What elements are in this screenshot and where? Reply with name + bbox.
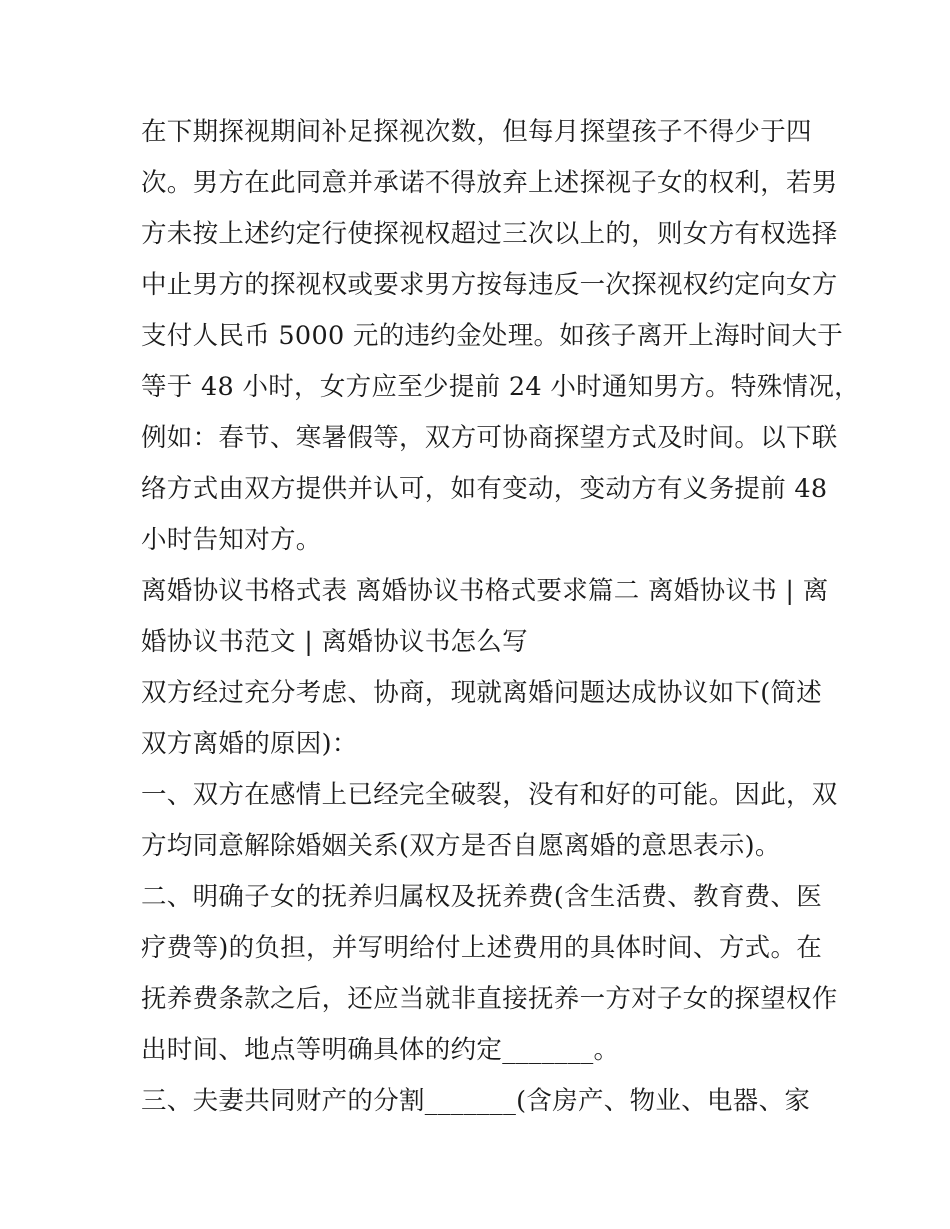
document-body: [141, 107, 860, 1127]
text-line: 双方经过充分考虑、协商，现就离婚问题达成协议如下(简述: [141, 678, 823, 708]
text-line: 例如：春节、寒暑假等，双方可协商探望方式及时间。以下联: [141, 423, 838, 453]
text-line: 支付人民币 5000 元的违约金处理。如孩子离开上海时间大于: [141, 321, 844, 351]
text-line: 方均同意解除婚姻关系(双方是否自愿离婚的意思表示)。: [141, 831, 781, 861]
text-line: 双方离婚的原因)：: [141, 729, 358, 759]
text-line: 抚养费条款之后，还应当就非直接抚养一方对子女的探望权作: [141, 984, 838, 1014]
text-line: 中止男方的探视权或要求男方按每违反一次探视权约定向女方: [141, 270, 838, 300]
text-line: 二、明确子女的抚养归属权及抚养费(含生活费、教育费、医: [141, 882, 823, 912]
text-line: 一、双方在感情上已经完全破裂，没有和好的可能。因此，双: [141, 780, 838, 810]
text-line: 等于 48 小时，女方应至少提前 24 小时通知男方。特殊情况，: [141, 372, 860, 402]
text-line: 方未按上述约定行使探视权超过三次以上的，则女方有权选择: [141, 219, 838, 249]
section-heading-line: 婚协议书范文 | 离婚协议书怎么写: [141, 627, 528, 657]
text-line: 出时间、地点等明确具体的约定_______。: [141, 1035, 620, 1065]
text-line: 络方式由双方提供并认可，如有变动，变动方有义务提前 48: [141, 474, 828, 504]
text-line: 疗费等)的负担，并写明给付上述费用的具体时间、方式。在: [141, 933, 823, 963]
text-line: 次。男方在此同意并承诺不得放弃上述探视子女的权利，若男: [141, 168, 838, 198]
section-heading-line: 离婚协议书格式表 离婚协议书格式要求篇二 离婚协议书 | 离: [141, 576, 829, 606]
text-line: 在下期探视期间补足探视次数，但每月探望孩子不得少于四: [141, 117, 812, 147]
text-line: 小时告知对方。: [141, 525, 322, 555]
text-line: 三、夫妻共同财产的分割_______(含房产、物业、电器、家: [141, 1086, 811, 1116]
